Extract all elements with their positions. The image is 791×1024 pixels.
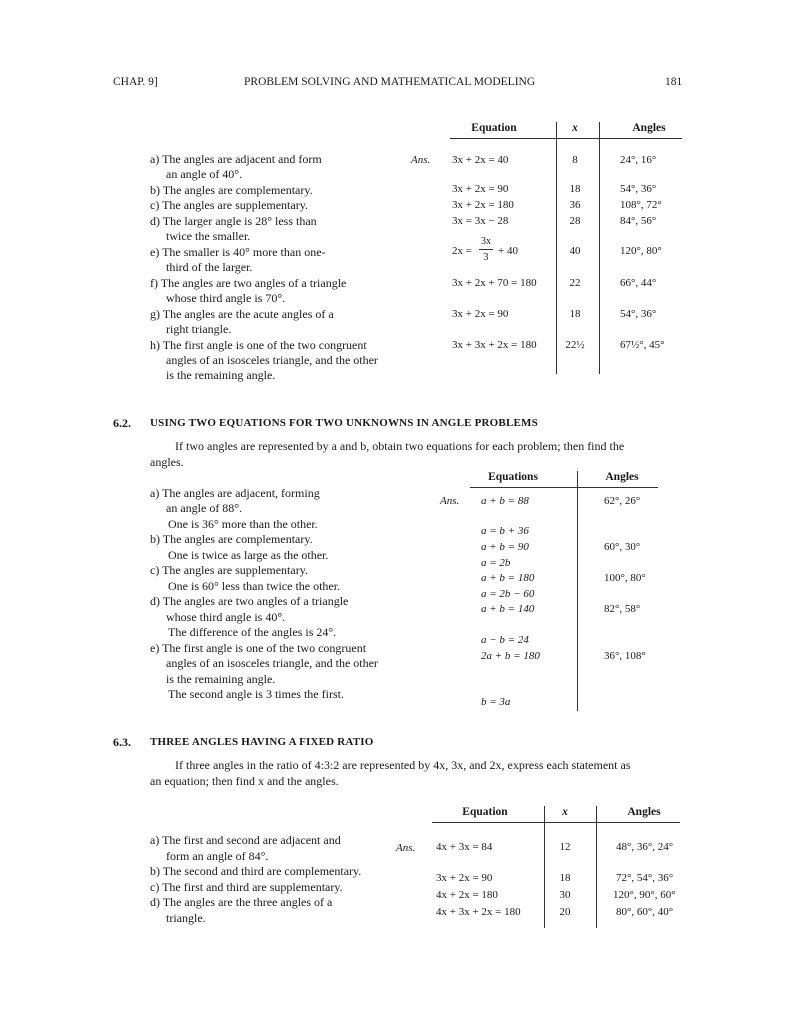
equation: 3x = 3x − 28 [452,215,509,227]
column-divider [556,122,557,374]
question-line: a) The angles are adjacent, forming [150,486,320,500]
intro-line: angles. [150,455,184,469]
question-line: twice the smaller. [166,229,251,243]
angles-value: 72°, 54°, 36° [616,872,674,884]
question-line: angles of an isosceles triangle, and the other [166,656,378,670]
x-value: 22½ [565,339,585,351]
ans-label: Ans. [396,842,416,854]
equation: 3x + 2x = 40 [452,154,509,166]
equation: a = 2b [481,557,511,569]
equation: 3x + 2x = 90 [436,872,493,884]
col-equation-header: Equation [462,806,508,818]
column-divider [544,806,545,928]
question-line: One is twice as large as the other. [168,548,329,562]
chapter-label: CHAP. 9] [113,76,158,88]
ans-label: Ans. [411,154,431,166]
question-line: right triangle. [166,322,232,336]
col-angles-header: Angles [605,471,639,483]
angles-value: 67½°, 45° [620,339,665,351]
section-number: 6.2. [113,416,131,430]
col-equation-header: Equation [471,122,517,134]
question-line: d) The angles are two angles of a triangle [150,594,349,608]
col-angles-header: Angles [627,806,661,818]
x-value: 40 [569,245,581,257]
column-divider [599,122,600,374]
question-line: triangle. [166,911,206,925]
angles-value: 62°, 26° [604,495,641,507]
question-line: third of the larger. [166,260,253,274]
angles-value: 54°, 36° [620,308,657,320]
angles-value: 80°, 60°, 40° [616,906,674,918]
equation: 4x + 2x = 180 [436,889,498,901]
x-value: 18 [569,183,581,195]
col-angles-header: Angles [632,122,666,134]
x-value: 36 [569,199,581,211]
question-line: whose third angle is 70°. [166,291,286,305]
angles-value: 82°, 58° [604,603,641,615]
equation: 2a + b = 180 [481,650,540,662]
angles-value: 120°, 80° [620,245,662,257]
equation: 3x + 2x = 90 [452,308,509,320]
intro-line: If two angles are represented by a and b, obtain two equations for each problem; then find the [175,439,625,453]
fraction-numerator: 3x [481,236,491,247]
question-line: One is 36° more than the other. [168,517,318,531]
equation: a + b = 140 [481,603,535,615]
angles-value: 60°, 30° [604,541,641,553]
fraction-bar [479,249,493,250]
angles-value: 24°, 16° [620,154,657,166]
question-line: g) The angles are the acute angles of a [150,307,334,321]
equation-right: + 40 [498,245,518,257]
question-line: c) The angles are supplementary. [150,198,308,212]
equation: 4x + 3x = 84 [436,841,493,853]
question-line: angles of an isosceles triangle, and the other [166,353,378,367]
intro-line: an equation; then find x and the angles. [150,774,339,788]
equation: a + b = 90 [481,541,529,553]
question-line: b) The angles are complementary. [150,532,313,546]
section-title: USING TWO EQUATIONS FOR TWO UNKNOWNS IN ANGLE PROBLEMS [150,417,538,429]
equation: a − b = 24 [481,634,529,646]
header-rule [450,138,682,139]
x-value: 18 [569,308,581,320]
question-line: whose third angle is 40°. [166,610,286,624]
section-title: THREE ANGLES HAVING A FIXED RATIO [150,736,374,748]
angles-value: 108°, 72° [620,199,662,211]
fraction-denominator: 3 [483,252,489,263]
ans-label: Ans. [440,495,460,507]
page-number: 181 [665,76,683,88]
angles-value: 84°, 56° [620,215,657,227]
question-line: The second angle is 3 times the first. [168,687,344,701]
equation: a = b + 36 [481,525,529,537]
column-divider [577,471,578,711]
header-rule [470,487,658,488]
question-line: c) The first and third are supplementary. [150,880,343,894]
col-x-header: x [572,122,578,134]
equation: a = 2b − 60 [481,588,535,600]
question-line: b) The second and third are complementary. [150,864,362,878]
question-line: a) The first and second are adjacent and [150,833,341,847]
equation: 3x + 2x = 90 [452,183,509,195]
question-line: d) The angles are the three angles of a [150,895,333,909]
equation: 3x + 2x = 180 [452,199,514,211]
x-value: 20 [559,906,571,918]
question-line: The difference of the angles is 24°. [168,625,337,639]
equation-left: 2x = [452,245,472,257]
x-value: 22 [569,277,581,289]
col-x-header: x [562,806,568,818]
angles-value: 48°, 36°, 24° [616,841,674,853]
angles-value: 100°, 80° [604,572,646,584]
column-divider [596,806,597,928]
question-line: a) The angles are adjacent and form [150,152,322,166]
question-line: f) The angles are two angles of a triangle [150,276,347,290]
angles-value: 66°, 44° [620,277,657,289]
question-line: an angle of 40°. [166,167,243,181]
running-title: PROBLEM SOLVING AND MATHEMATICAL MODELING [244,76,536,88]
angles-value: 36°, 108° [604,650,646,662]
x-value: 8 [572,154,578,166]
question-line: e) The first angle is one of the two congruent [150,641,367,655]
question-line: e) The smaller is 40° more than one- [150,245,326,259]
col-equations-header: Equations [488,471,538,483]
equation: a + b = 88 [481,495,529,507]
equation: b = 3a [481,696,511,708]
x-value: 30 [559,889,571,901]
question-line: c) The angles are supplementary. [150,563,308,577]
section-number: 6.3. [113,735,131,749]
x-value: 28 [569,215,581,227]
question-line: form an angle of 84°. [166,849,269,863]
x-value: 12 [559,841,571,853]
question-line: is the remaining angle. [166,672,276,686]
question-line: an angle of 88°. [166,501,243,515]
question-line: is the remaining angle. [166,368,276,382]
x-value: 18 [559,872,571,884]
equation: a + b = 180 [481,572,535,584]
equation: 3x + 2x + 70 = 180 [452,277,537,289]
question-line: One is 60° less than twice the other. [168,579,341,593]
question-line: h) The first angle is one of the two congruent [150,338,367,352]
header-rule [432,822,680,823]
equation: 3x + 3x + 2x = 180 [452,339,537,351]
intro-line: If three angles in the ratio of 4:3:2 are represented by 4x, 3x, and 2x, express each statement as [175,758,631,772]
question-line: d) The larger angle is 28° less than [150,214,317,228]
angles-value: 120°, 90°, 60° [613,889,676,901]
equation: 4x + 3x + 2x = 180 [436,906,521,918]
angles-value: 54°, 36° [620,183,657,195]
question-line: b) The angles are complementary. [150,183,313,197]
